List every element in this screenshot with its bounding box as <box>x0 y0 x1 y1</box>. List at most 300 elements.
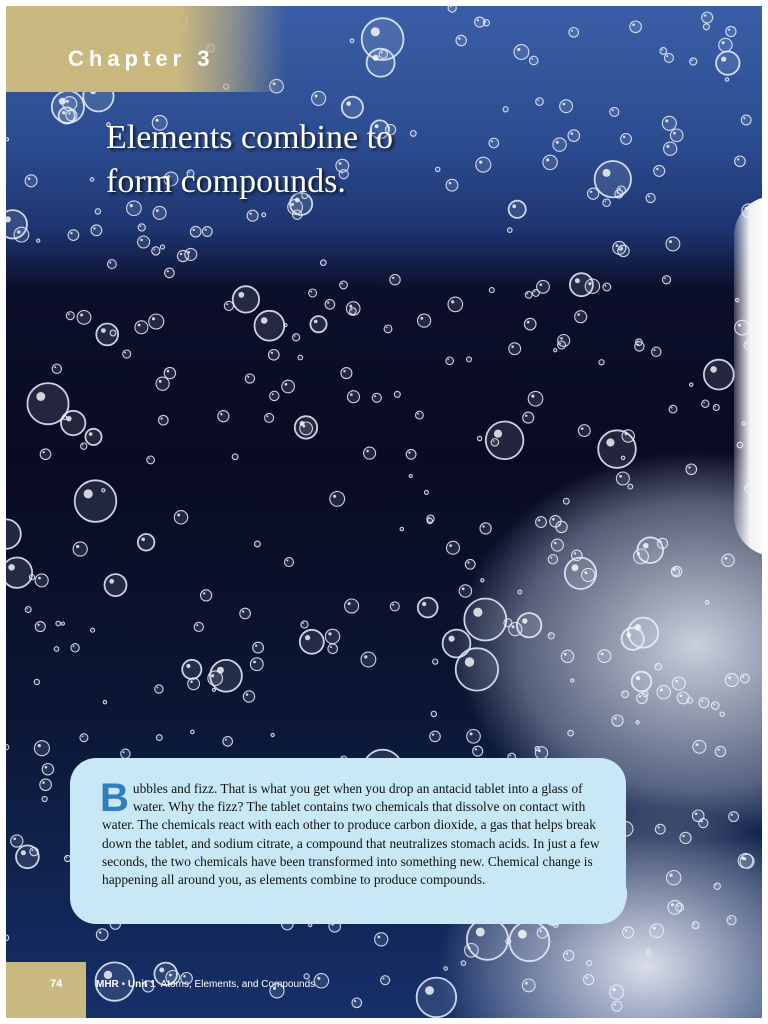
bubble <box>91 225 102 236</box>
bubble-highlight <box>713 704 715 706</box>
bubble <box>81 443 87 449</box>
bubble-highlight <box>66 857 67 858</box>
bubble <box>657 686 670 699</box>
bubble <box>54 647 59 652</box>
bubble <box>352 998 362 1008</box>
footer-unit: Unit 1 <box>127 979 156 990</box>
bubble <box>560 100 573 113</box>
bubble <box>372 393 381 402</box>
bubble-highlight <box>605 285 607 287</box>
bubble-highlight <box>82 444 83 445</box>
bubble-highlight <box>673 132 676 135</box>
bubble <box>588 188 599 199</box>
bubble-highlight <box>737 158 739 160</box>
bubble <box>25 175 37 187</box>
bubble <box>537 928 548 939</box>
bubble-highlight <box>613 988 616 991</box>
bubble-highlight <box>654 349 656 351</box>
bubble-highlight <box>420 317 423 320</box>
bubble <box>610 107 619 116</box>
bubble <box>635 342 644 351</box>
bubble-highlight <box>177 514 180 517</box>
bubble <box>672 677 685 690</box>
bubble-highlight <box>261 317 268 324</box>
bubble-highlight <box>392 604 394 606</box>
bubble-highlight <box>572 564 579 571</box>
bubble-highlight <box>703 402 705 404</box>
bubble <box>35 574 48 587</box>
bubble <box>585 279 599 293</box>
bubble-highlight <box>485 21 486 22</box>
bubble <box>599 360 604 365</box>
bubble-highlight <box>664 278 666 280</box>
bubble-highlight <box>636 676 640 680</box>
bubble-highlight <box>8 564 15 571</box>
bubble-highlight <box>93 227 95 229</box>
bubble <box>71 644 79 652</box>
bubble <box>224 301 233 310</box>
bubble-highlight <box>691 60 693 62</box>
bubble <box>480 523 491 534</box>
bubble <box>123 350 131 358</box>
bubble-highlight <box>272 393 274 395</box>
bubble <box>568 730 574 736</box>
bubble <box>159 415 169 425</box>
bubble-highlight <box>617 192 619 194</box>
bubble <box>321 260 327 266</box>
bubble-highlight <box>601 653 604 656</box>
bubble-highlight <box>525 415 527 417</box>
bubble-highlight <box>383 978 385 980</box>
bubble <box>431 711 436 716</box>
bubble-highlight <box>250 213 252 215</box>
bubble <box>610 985 624 999</box>
bubble-highlight <box>704 14 706 16</box>
bubble <box>715 746 725 756</box>
bubble-highlight <box>448 359 450 361</box>
bubble-highlight <box>109 262 111 264</box>
bubble <box>603 283 611 291</box>
bubble <box>394 391 400 397</box>
bubble <box>676 903 684 911</box>
bubble <box>153 206 166 219</box>
bubble <box>477 436 481 440</box>
bubble-highlight <box>80 314 83 317</box>
bubble-highlight <box>104 971 112 979</box>
bubble-highlight <box>123 751 125 753</box>
bubble-highlight <box>169 974 172 977</box>
bubble <box>561 650 573 662</box>
bubble-highlight <box>696 743 699 746</box>
bubble-highlight <box>722 41 725 44</box>
bubble-highlight <box>584 571 587 574</box>
bubble <box>725 674 738 687</box>
bubble <box>218 411 229 422</box>
bubble-highlight <box>590 191 592 193</box>
bubble-highlight <box>167 370 170 373</box>
bubble <box>722 554 734 566</box>
bubble-highlight <box>458 38 460 40</box>
bubble <box>247 210 258 221</box>
bubble <box>138 534 155 551</box>
bubble <box>690 58 697 65</box>
bubble-highlight <box>556 141 559 144</box>
bubble-highlight <box>653 927 656 930</box>
bubble <box>738 853 753 868</box>
bubble-highlight <box>267 415 269 417</box>
bubble-highlight <box>238 292 244 298</box>
bubble <box>191 730 195 734</box>
title-line-2: form compounds. <box>106 163 346 200</box>
bubble-highlight <box>688 466 690 468</box>
bubble <box>667 871 681 885</box>
bubble <box>34 679 39 684</box>
bubble <box>309 289 317 297</box>
bubble <box>528 391 543 406</box>
bubble-highlight <box>539 283 542 286</box>
bubble-highlight <box>715 406 716 407</box>
footer-separator: • <box>121 979 126 990</box>
bubble-highlight <box>432 733 434 735</box>
bubble <box>255 541 261 547</box>
bubble-highlight <box>99 931 102 934</box>
bubble-highlight <box>673 570 675 572</box>
bubble <box>330 492 345 507</box>
bubble <box>740 674 749 683</box>
bubble <box>726 26 736 36</box>
bubble-highlight <box>473 608 482 617</box>
bubble <box>598 430 636 468</box>
bubble-highlight <box>190 680 193 683</box>
bubble <box>446 357 454 365</box>
bubble <box>461 961 466 966</box>
bubble-highlight <box>341 283 343 285</box>
bubble <box>636 721 639 724</box>
bubble <box>361 652 376 667</box>
bubble <box>569 28 579 38</box>
bubble <box>503 107 508 112</box>
bubble <box>677 692 689 704</box>
bubble <box>719 38 732 51</box>
bubble-highlight <box>550 557 552 559</box>
bubble <box>447 541 460 554</box>
bubble <box>325 629 339 643</box>
bubble-highlight <box>603 169 611 177</box>
bubble <box>40 779 52 791</box>
bubble-highlight <box>639 695 641 697</box>
chapter-title <box>106 116 526 204</box>
bubble <box>91 628 95 632</box>
bubble <box>213 688 216 691</box>
bubble <box>29 575 34 580</box>
bubble <box>543 155 557 169</box>
intro-text: ubbles and fizz. That is what you get when you drop an antacid tablet into a glass of water. Why the fizz? The tablet contains two chemicals that dissolve on contact with water. The chemicals react with each other to produce carbon dioxide, a gas that helps break down the tablet, and sodium citrate, a compound that neutralizes stomach acids. In just a few seconds, the two chemicals have been transformed into something new. Chemical change is happening all around you, as elements combine to produce compounds. <box>102 781 600 888</box>
bubble-highlight <box>742 676 744 678</box>
bubble-highlight <box>677 905 679 907</box>
bubble <box>537 280 550 293</box>
drop-cap: B <box>100 776 129 820</box>
bubble-highlight <box>253 661 256 664</box>
bubble-highlight <box>731 814 733 816</box>
bubble <box>680 832 691 843</box>
bubble <box>85 429 101 445</box>
bubble <box>582 568 595 581</box>
bubble-highlight <box>493 440 495 442</box>
bubble-highlight <box>512 204 516 208</box>
bubble-highlight <box>571 132 574 135</box>
bubble <box>188 678 200 690</box>
bubble <box>174 511 187 524</box>
bubble-highlight <box>605 201 607 203</box>
bubble <box>342 97 363 118</box>
bubble <box>90 178 94 182</box>
bubble <box>481 579 484 582</box>
bubble <box>489 288 494 293</box>
bubble <box>282 380 295 393</box>
bubble <box>575 311 587 323</box>
bubble <box>727 916 736 925</box>
footer-brand: MHR <box>96 979 119 990</box>
bubble <box>156 735 162 741</box>
bubble-highlight <box>449 544 452 547</box>
bubble <box>103 700 106 703</box>
bubble-highlight <box>45 766 48 769</box>
bubble-highlight <box>665 119 668 122</box>
bubble-highlight <box>476 928 485 937</box>
bubble-highlight <box>715 884 716 885</box>
bubble <box>692 810 704 822</box>
bubble <box>554 349 557 352</box>
bubble <box>194 622 203 631</box>
bubble <box>654 165 665 176</box>
bubble <box>138 236 150 248</box>
bubble <box>155 685 163 693</box>
bubble <box>564 950 574 960</box>
bubble <box>367 49 395 77</box>
bubble <box>571 679 574 682</box>
bubble-highlight <box>130 204 133 207</box>
bubble-highlight <box>193 229 195 231</box>
page-number: 74 <box>50 978 63 990</box>
bubble <box>34 741 49 756</box>
bubble <box>190 226 201 237</box>
bubble <box>448 297 463 312</box>
bubble-highlight <box>660 689 663 692</box>
bubble <box>160 245 164 249</box>
intro-paragraph-box <box>70 758 626 924</box>
bubble <box>634 549 649 564</box>
bubble-highlight <box>32 849 34 851</box>
bubble-highlight <box>38 577 41 580</box>
bubble <box>6 519 21 548</box>
bubble <box>628 484 633 489</box>
bubble-highlight <box>614 1003 616 1005</box>
bubble-highlight <box>28 177 31 180</box>
bubble <box>149 314 164 329</box>
bubble-highlight <box>89 432 93 436</box>
bubble-highlight <box>425 986 434 995</box>
bubble-highlight <box>554 542 557 545</box>
bubble-highlight <box>217 667 224 674</box>
bubble-highlight <box>563 103 566 106</box>
bubble-highlight <box>38 744 41 747</box>
bubble-highlight <box>511 345 514 348</box>
bubble-highlight <box>140 225 142 227</box>
bubble-highlight <box>328 632 331 635</box>
bubble <box>14 227 29 242</box>
bubble-highlight <box>378 936 381 939</box>
bubble <box>713 405 719 411</box>
bubble <box>686 464 697 475</box>
bubble-highlight <box>467 562 469 564</box>
bubble <box>300 422 313 435</box>
bubble-highlight <box>305 635 310 640</box>
bubble <box>390 602 399 611</box>
bubble <box>270 391 279 400</box>
bubble-highlight <box>101 328 106 333</box>
bubble-highlight <box>693 923 695 925</box>
bubble-highlight <box>196 624 198 626</box>
bubble <box>262 213 266 217</box>
bubble-highlight <box>522 618 527 623</box>
bubble-highlight <box>373 55 379 61</box>
bubble-highlight <box>468 946 471 949</box>
bubble-highlight <box>157 687 159 689</box>
bubble-highlight <box>364 655 367 658</box>
bubble-highlight <box>203 592 205 594</box>
bubble-highlight <box>661 49 663 51</box>
bubble-highlight <box>76 545 79 548</box>
bubble-highlight <box>648 195 650 197</box>
bubble-highlight <box>109 579 114 584</box>
bubble <box>350 308 357 315</box>
bubble <box>417 978 457 1018</box>
bubble <box>551 539 563 551</box>
bubble <box>669 405 677 413</box>
bubble-highlight <box>612 109 614 111</box>
bubble-highlight <box>314 320 318 324</box>
bubble-highlight <box>82 735 84 737</box>
bubble <box>660 48 667 55</box>
bubble-highlight <box>451 300 454 303</box>
bubble <box>135 321 148 334</box>
bubble <box>37 239 40 242</box>
bubble <box>509 343 521 355</box>
bubble-highlight <box>303 425 306 428</box>
bubble <box>202 227 212 237</box>
bubble <box>443 630 471 658</box>
bubble <box>406 449 416 459</box>
bubble-highlight <box>386 327 388 329</box>
bubble-highlight <box>13 838 16 841</box>
bubble <box>720 712 724 716</box>
bubble <box>108 260 117 269</box>
bubble <box>535 746 539 750</box>
bubble <box>105 574 127 596</box>
bubble-highlight <box>728 677 731 680</box>
bubble-highlight <box>462 587 465 590</box>
bubble-highlight <box>728 29 730 31</box>
bubble <box>525 291 532 298</box>
bubble <box>522 979 535 992</box>
bubble <box>568 130 580 142</box>
bubble <box>699 698 709 708</box>
bubble <box>613 241 626 254</box>
bubble-highlight <box>656 168 658 170</box>
chapter-opener-page <box>6 6 762 1018</box>
bubble <box>584 975 594 985</box>
bubble-highlight <box>354 1000 356 1002</box>
bubble-highlight <box>643 543 649 549</box>
bubble-highlight <box>346 101 351 106</box>
bubble-highlight <box>552 518 555 521</box>
bubble <box>550 516 561 527</box>
bubble <box>350 39 354 43</box>
bubble-highlight <box>616 244 619 247</box>
bubble-highlight <box>17 230 20 233</box>
bubble <box>646 950 650 954</box>
bubble-highlight <box>327 302 329 304</box>
bubble <box>96 929 108 941</box>
bubble-highlight <box>186 664 190 668</box>
bubble-highlight <box>671 903 674 906</box>
bubble-highlight <box>566 953 568 955</box>
bubble-highlight <box>180 253 182 255</box>
bubble <box>690 383 693 386</box>
bubble <box>138 224 145 231</box>
bubble-highlight <box>625 929 627 931</box>
bubble <box>558 335 570 347</box>
bubble-highlight <box>675 680 678 683</box>
footer-tab <box>6 962 86 1018</box>
bubble-highlight <box>73 645 75 647</box>
bubble-highlight <box>525 982 528 985</box>
bubble <box>603 199 611 207</box>
bubble <box>424 490 428 494</box>
bubble-highlight <box>43 451 45 453</box>
bubble <box>433 659 438 664</box>
bubble-highlight <box>271 352 273 354</box>
bubble <box>693 740 706 753</box>
bubble-highlight <box>725 557 728 560</box>
bubble-highlight <box>286 560 288 562</box>
bubble <box>448 6 456 12</box>
bubble-highlight <box>537 100 539 102</box>
bubble <box>491 439 499 447</box>
bubble-highlight <box>226 303 228 305</box>
bubble <box>615 190 623 198</box>
bubble <box>702 400 709 407</box>
bubble-highlight <box>70 232 72 234</box>
bubble <box>598 650 611 663</box>
bubble-highlight <box>349 305 352 308</box>
bubble-highlight <box>538 519 540 521</box>
bubble <box>529 56 538 65</box>
bubble <box>164 367 175 378</box>
bubble-highlight <box>149 458 151 460</box>
bubble-highlight <box>534 291 535 292</box>
bubble-highlight <box>225 739 227 741</box>
bubble-highlight <box>343 370 345 372</box>
bubble-highlight <box>205 229 207 231</box>
bubble <box>341 368 352 379</box>
bubble <box>269 350 280 361</box>
bubble-highlight <box>549 634 550 635</box>
bubble-highlight <box>350 393 353 396</box>
bubble <box>622 628 644 650</box>
bubble <box>729 812 739 822</box>
bubble <box>52 364 61 373</box>
